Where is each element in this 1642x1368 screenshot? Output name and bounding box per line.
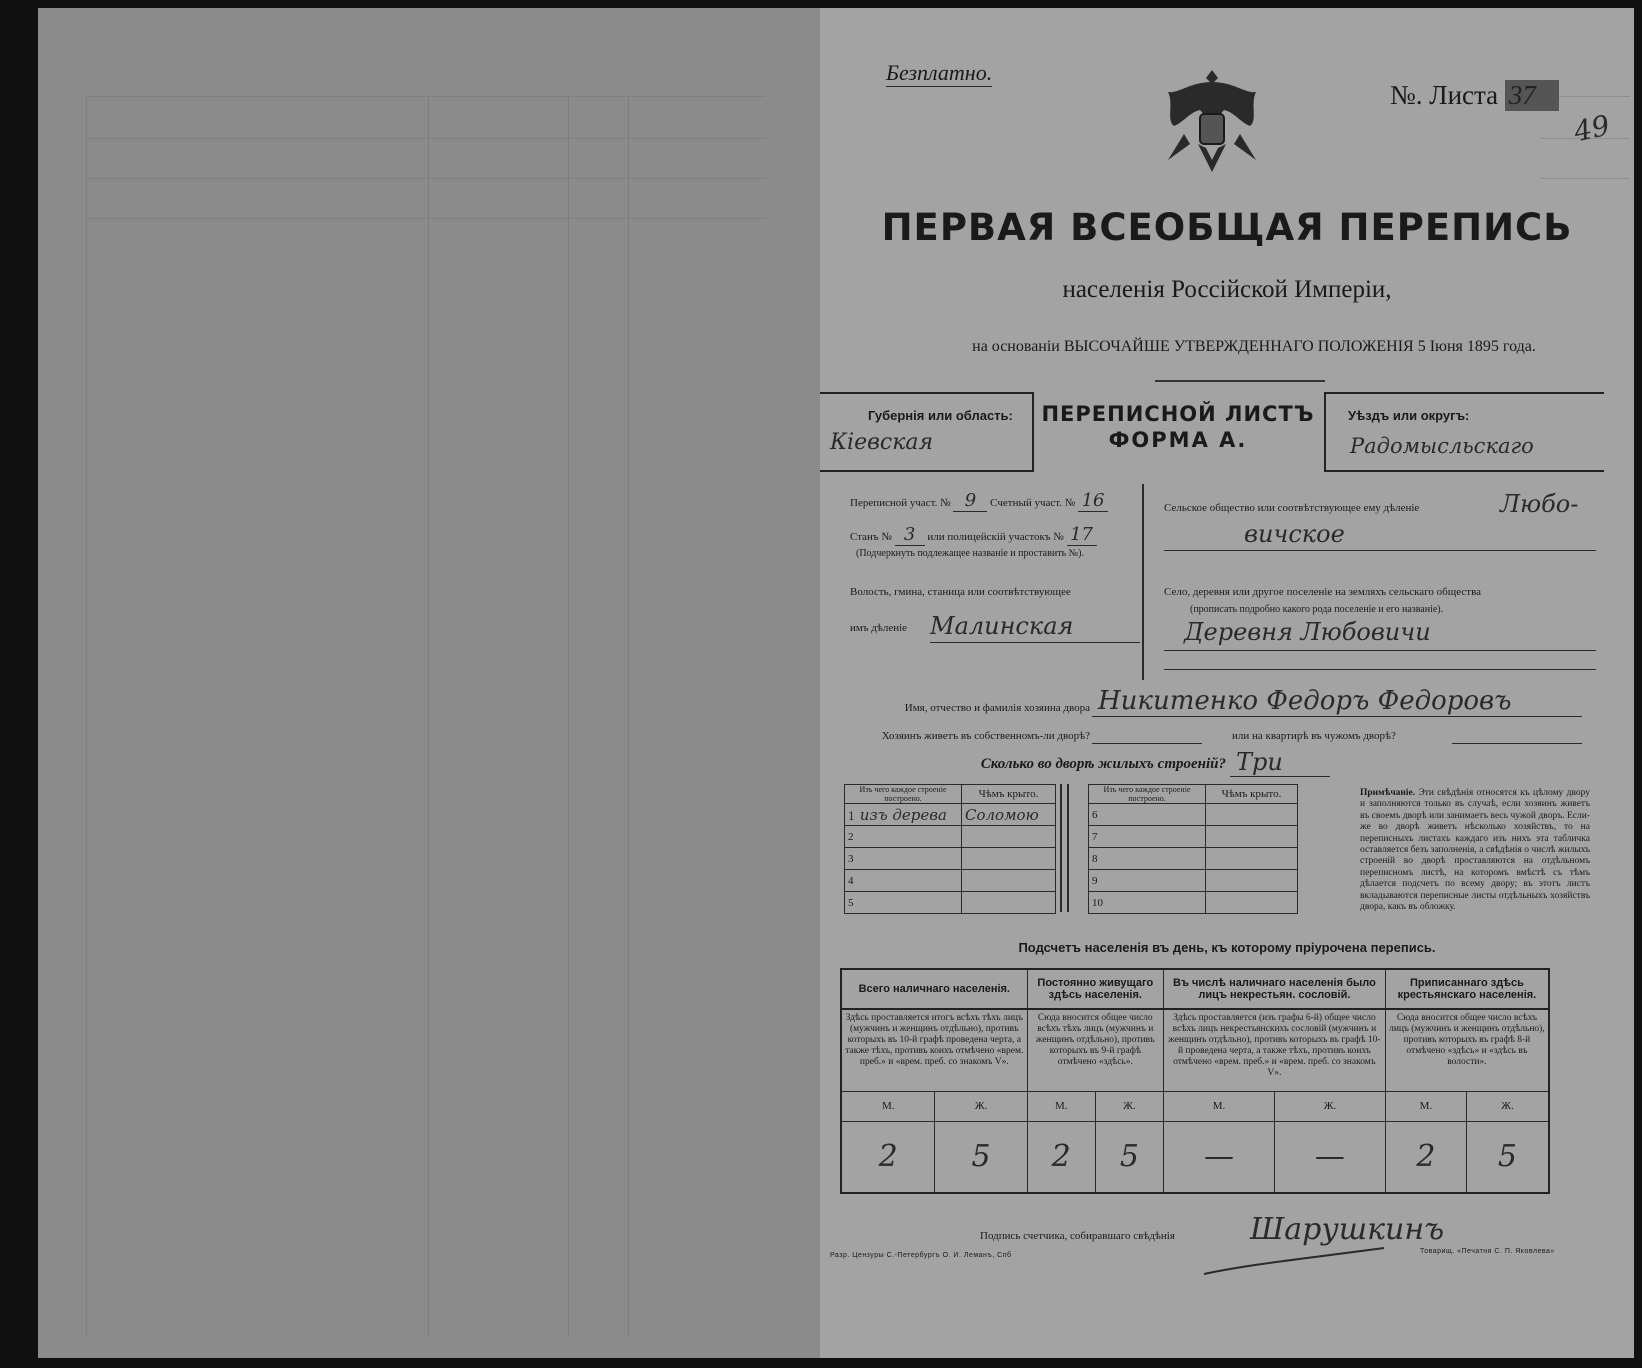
owner-value: Никитенко Федоръ Федоровъ <box>1092 686 1582 717</box>
signature-value: Шарушкинъ <box>1250 1212 1445 1247</box>
male-label: М. <box>1385 1091 1466 1121</box>
form-label: ФОРМА А. <box>1108 428 1248 452</box>
buildings-table-left <box>844 784 1056 914</box>
settlement-extra-line <box>1164 668 1596 670</box>
count-value-male: 2 <box>1385 1121 1466 1193</box>
census-form-page <box>820 8 1634 1358</box>
district-fields <box>850 490 1140 512</box>
count-col-title: Приписаннаго здѣсь крестьянскаго населенія. <box>1385 969 1549 1009</box>
female-label: Ж. <box>1095 1091 1163 1121</box>
buildings-value: Три <box>1230 748 1330 777</box>
free-label: Безплатно. <box>886 60 993 85</box>
count-value-female: — <box>1274 1121 1385 1193</box>
count-value-male: 2 <box>841 1121 935 1193</box>
row-number: 4 <box>845 870 962 892</box>
fields-divider <box>1142 484 1144 680</box>
count-value-female: 5 <box>1095 1121 1163 1193</box>
imperial-eagle-icon <box>1160 64 1264 180</box>
main-title: ПЕРВАЯ ВСЕОБЩАЯ ПЕРЕПИСЬ <box>881 206 1573 249</box>
stan-fields <box>850 524 1142 546</box>
rent-line <box>1452 742 1582 744</box>
buildings-label: Сколько во дворѣ жилыхъ строеній? <box>980 756 1226 772</box>
county-box <box>1324 392 1604 472</box>
count-value-female: 5 <box>935 1121 1027 1193</box>
signature-label: Подпись счетчика, собиравшаго свѣдѣнія <box>980 1230 1175 1242</box>
stan-value: 3 <box>895 524 925 546</box>
count-heading: Подсчетъ населенія въ день, къ которому пріурочена перепись. <box>1018 940 1436 955</box>
row-number: 9 <box>1089 870 1206 892</box>
row-number: 5 <box>845 892 962 914</box>
row-material: изъ дерева <box>859 805 947 824</box>
sheet-no-value: 37 <box>1505 80 1559 111</box>
settlement-hint: (прописать подробно какого рода поселеніе и его названіе). <box>1190 604 1444 615</box>
male-label: М. <box>841 1091 935 1121</box>
police-label: или полицейскій участокъ № <box>927 531 1064 543</box>
village-society-value-1: Любо- <box>1500 490 1579 518</box>
note-block <box>1360 788 1590 913</box>
count-value-male: 2 <box>1027 1121 1095 1193</box>
basis-line: на основаніи ВЫСОЧАЙШЕ УТВЕРЖДЕННАГО ПОЛОЖЕНІЯ 5 Іюня 1895 года. <box>972 338 1536 355</box>
row-number: 10 <box>1089 892 1206 914</box>
row-number: 7 <box>1089 826 1206 848</box>
col-roof-header-right: Чѣмъ крыто. <box>1206 785 1298 804</box>
table-double-divider <box>1060 784 1069 912</box>
count-district-label: Счетный участ. № <box>990 497 1076 509</box>
printer-left: Разр. Цензуры С.-Петербургъ О. И. Леманъ, Спб <box>830 1252 1012 1259</box>
page-number: 49 <box>1570 108 1613 149</box>
female-label: Ж. <box>1466 1091 1549 1121</box>
row-number: 1 <box>848 809 855 823</box>
sheet-title: ПЕРЕПИСНОЙ ЛИСТЪ <box>1041 402 1315 426</box>
note-heading: Примѣчаніе. <box>1360 788 1416 798</box>
col-roof-header-left: Чѣмъ крыто. <box>962 785 1056 804</box>
count-col-desc: Сюда вносится общее число всѣхъ тѣхъ лицъ (мужчинъ и женщинъ отдѣльно), противъ которыхъ въ 9-й графѣ отмѣчено «здѣсь». <box>1027 1009 1163 1091</box>
count-value-female: 5 <box>1466 1121 1549 1193</box>
county-label: Уѣздъ или округъ: <box>1348 408 1470 423</box>
own-yard-line <box>1092 742 1202 744</box>
province-box <box>820 392 1034 472</box>
count-col-title: Постоянно живущаго здѣсь населенія. <box>1027 969 1163 1009</box>
province-value: Кіевская <box>830 430 934 455</box>
printer-right: Товарищ. «Печатня С. П. Яковлева» <box>1420 1248 1555 1255</box>
village-society-value-2: вичское <box>1164 520 1596 551</box>
row-roof: Соломою <box>962 804 1056 826</box>
own-yard-label: Хозяинъ живетъ въ собственномъ-ли дворѣ? <box>881 730 1090 742</box>
count-col-title: Въ числѣ наличнаго населенія было лицъ некрестьян. сословій. <box>1163 969 1385 1009</box>
col-material-header-left: Изъ чего каждое строеніе построено. <box>845 785 962 804</box>
population-count-table <box>840 968 1550 1194</box>
male-label: М. <box>1027 1091 1095 1121</box>
volost-value: Малинская <box>930 612 1140 643</box>
subtitle: населенія Россійской Имперіи, <box>1062 276 1392 303</box>
row-number: 8 <box>1089 848 1206 870</box>
count-value-male: — <box>1163 1121 1274 1193</box>
county-value: Радомысльскаго <box>1350 434 1534 458</box>
count-col-desc: Здѣсь проставляется (изъ графы 6-й) общее число всѣхъ лицъ некрестьянскихъ сословій (мужчинъ и женщинъ отдѣльно), противъ которыхъ въ графѣ 10-й проведена черта, а также тѣхъ, противъ коихъ отмѣчено «врем. преб.» и «врем. преб. со знакомъ V». <box>1163 1009 1385 1091</box>
province-label: Губернія или область: <box>868 408 1013 423</box>
buildings-table-right <box>1088 784 1298 914</box>
male-label: М. <box>1163 1091 1274 1121</box>
village-society-label: Сельское общество или соотвѣтствующее ему дѣленіе <box>1164 502 1420 514</box>
underline-hint: (Подчеркнуть подлежащее названіе и проставить №). <box>856 548 1084 559</box>
left-page <box>38 8 822 1358</box>
col-material-header-right: Изъ чего каждое строеніе построено. <box>1089 785 1206 804</box>
count-district-value: 16 <box>1078 490 1108 512</box>
census-district-value: 9 <box>953 490 987 512</box>
sheet-title-block <box>1036 402 1320 452</box>
sheet-no-label: №. Листа <box>1390 80 1499 110</box>
police-value: 17 <box>1067 524 1097 546</box>
census-district-label: Переписной участ. № <box>850 497 951 509</box>
count-col-desc: Сюда вносится общее число всѣхъ лицъ (мужчинъ и женщинъ отдѣльно), противъ которыхъ въ графѣ 8-й отмѣчено «здѣсь» и «здѣсь въ волости». <box>1385 1009 1549 1091</box>
row-number: 2 <box>845 826 962 848</box>
stan-label: Станъ № <box>850 531 892 543</box>
volost-label-1: Волость, гмина, станица или соотвѣтствующее <box>850 586 1071 598</box>
ornament-divider <box>1155 380 1325 382</box>
volost-label-2: имъ дѣленіе <box>850 622 908 634</box>
owner-label: Имя, отчество и фамилія хозяина двора <box>904 702 1090 714</box>
count-col-desc: Здѣсь проставляется итогъ всѣхъ тѣхъ лицъ (мужчинъ и женщинъ отдѣльно), противъ которыхъ въ 10-й графѣ проведена черта, а также тѣхъ, противъ коихъ отмѣчено «врем. преб.» и «врем. преб. со знакомъ V». <box>841 1009 1027 1091</box>
note-text: Эти свѣдѣнія относятся къ цѣлому двору и заполняются только въ случаѣ, если хозяинъ живетъ въ своемъ дворѣ или занимаетъ весь чужой дворъ. Если-же во дворѣ живетъ нѣсколько хозяйствъ, то на переписныхъ листахъ каждаго изъ нихъ эта табличка оставляется безъ заполненія, а свѣдѣнія о числѣ жилыхъ строеній во дворѣ проставляются на отдѣльномъ переписномъ листѣ, на которомъ вмѣстѣ съ тѣмъ дѣлается подсчетъ по всему двору; въ этотъ листъ вкладываются переписные листы отдѣльныхъ хозяйствъ двора, какъ въ обложку. <box>1360 788 1591 913</box>
female-label: Ж. <box>1274 1091 1385 1121</box>
signature-flourish-icon <box>1200 1244 1390 1280</box>
count-col-title: Всего наличнаго населенія. <box>841 969 1027 1009</box>
rent-label: или на квартирѣ въ чужомъ дворѣ? <box>1232 730 1396 742</box>
row-number: 3 <box>845 848 962 870</box>
row-number: 6 <box>1089 804 1206 826</box>
female-label: Ж. <box>935 1091 1027 1121</box>
settlement-label: Село, деревня или другое поселеніе на земляхъ сельскаго общества <box>1164 586 1482 598</box>
settlement-value: Деревня Любовичи <box>1164 618 1596 651</box>
